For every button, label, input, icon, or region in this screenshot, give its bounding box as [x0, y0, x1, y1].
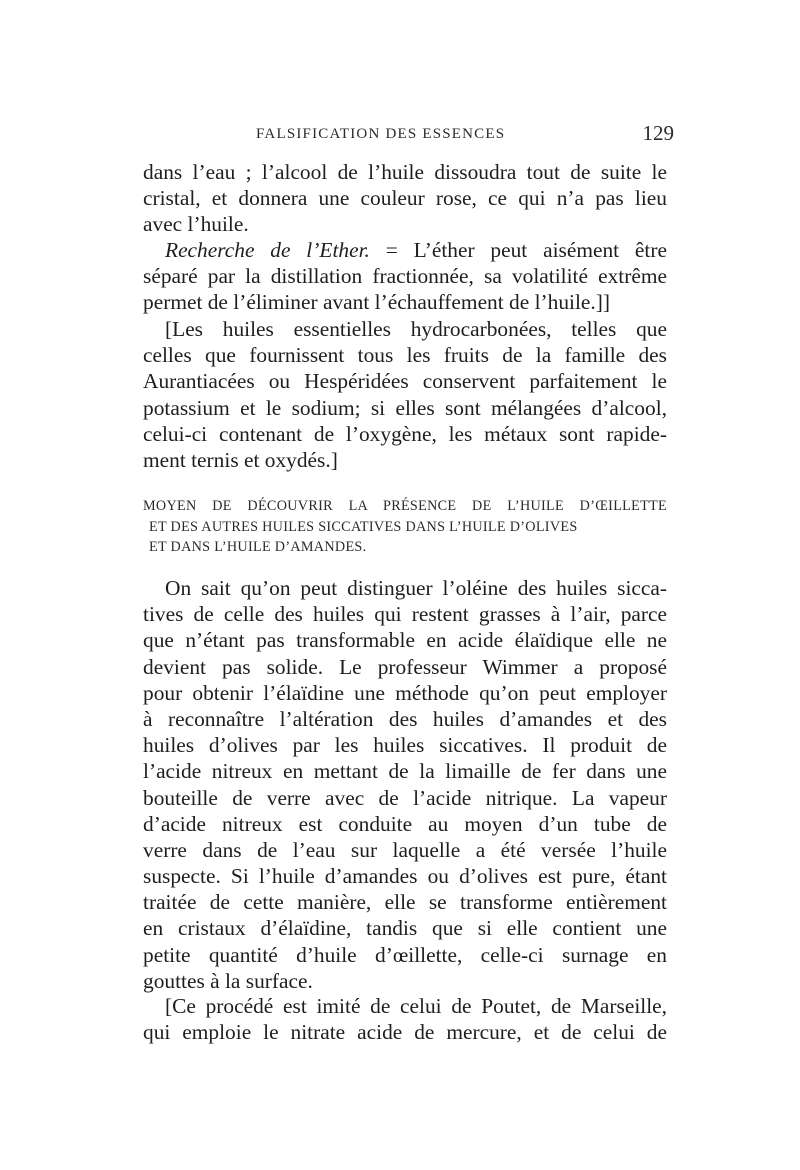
paragraph-ether [143, 237, 667, 316]
text-line: petite quantité d’huile d’œillette, celle-ci surnage en [143, 942, 667, 967]
text-line: séparé par la distillation fractionnée, sa volatilité extrême [143, 264, 667, 289]
heading-line: ET DES AUTRES HUILES SICCATIVES DANS L’HUILE D’OLIVES [149, 518, 578, 535]
text-line: potassium et le sodium; si elles sont mélangées d’alcool, [143, 395, 667, 420]
running-title: FALSIFICATION DES ESSENCES [256, 126, 506, 142]
heading-line: ET DANS L’HUILE D’AMANDES. [149, 539, 367, 555]
text-line: celui-ci contenant de l’oxygène, les métaux sont rapide- [143, 421, 667, 446]
text-line: suspecte. Si l’huile d’amandes ou d’olives est pure, étant [143, 864, 667, 889]
text-line: dans l’eau ; l’alcool de l’huile dissoudra tout de suite le [143, 160, 667, 184]
text-line: qui emploie le nitrate acide de mercure, et de celui de [143, 1020, 667, 1045]
text-line: permet de l’éliminer avant l’échauffement de l’huile.]] [143, 290, 611, 315]
text-line: gouttes à la surface. [143, 968, 313, 993]
text-line [143, 237, 667, 263]
text-line: traitée de cette manière, elle se transforme entièrement [143, 890, 667, 915]
text-line: ment ternis et oxydés.] [143, 447, 338, 472]
paragraph-wimmer-method [143, 575, 667, 994]
text-line: l’acide nitreux en mettant de la limaille de fer dans une [143, 759, 667, 784]
paragraph-hydrocarbon-oils [143, 316, 667, 473]
text-line: huiles d’olives par les huiles siccatives. Il produit de [143, 733, 667, 758]
text-line: devient pas solide. Le professeur Wimmer a proposé [143, 654, 667, 679]
text-line: bouteille de verre avec de l’acide nitrique. La vapeur [143, 785, 667, 810]
section-heading [143, 496, 667, 558]
paragraph-continuation [143, 159, 667, 238]
ether-heading: Recherche de l’Ether. [165, 238, 370, 262]
text-line: On sait qu’on peut distinguer l’oléine des huiles sicca- [165, 576, 667, 600]
paragraph-poutet-procedure [143, 993, 667, 1045]
text-line: [Les huiles essentielles hydrocarbonées, telles que [165, 317, 667, 341]
text-line: pour obtenir l’élaïdine une méthode qu’on peut employer [143, 680, 667, 705]
text-line: d’acide nitreux est conduite au moyen d’un tube de [143, 811, 667, 836]
text-line: cristal, et donnera une couleur rose, ce qui n’a pas lieu [143, 186, 667, 211]
text-line: que n’étant pas transformable en acide élaïdique elle ne [143, 628, 667, 653]
text-line: à reconnaître l’altération des huiles d’amandes et des [143, 706, 667, 731]
text-line: tives de celle des huiles qui restent grasses à l’air, parce [143, 602, 667, 627]
text-line: celles que fournissent tous les fruits de la famille des [143, 343, 667, 368]
page-number: 129 [642, 121, 674, 145]
text-line: avec l’huile. [143, 212, 249, 237]
text-line: en cristaux d’élaïdine, tandis que si elle contient une [143, 916, 667, 941]
text-line: [Ce procédé est imité de celui de Poutet, de Marseille, [165, 994, 667, 1018]
text-line: verre dans de l’eau sur laquelle a été versée l’huile [143, 837, 667, 862]
ether-heading-text: = L’éther peut aisément être [385, 238, 667, 262]
heading-line: MOYEN DE DÉCOUVRIR LA PRÉSENCE DE L’HUILE D’ŒILLETTE [143, 498, 667, 514]
text-line: Aurantiacées ou Hespéridées conservent parfaitement le [143, 369, 667, 394]
running-header [256, 121, 756, 145]
